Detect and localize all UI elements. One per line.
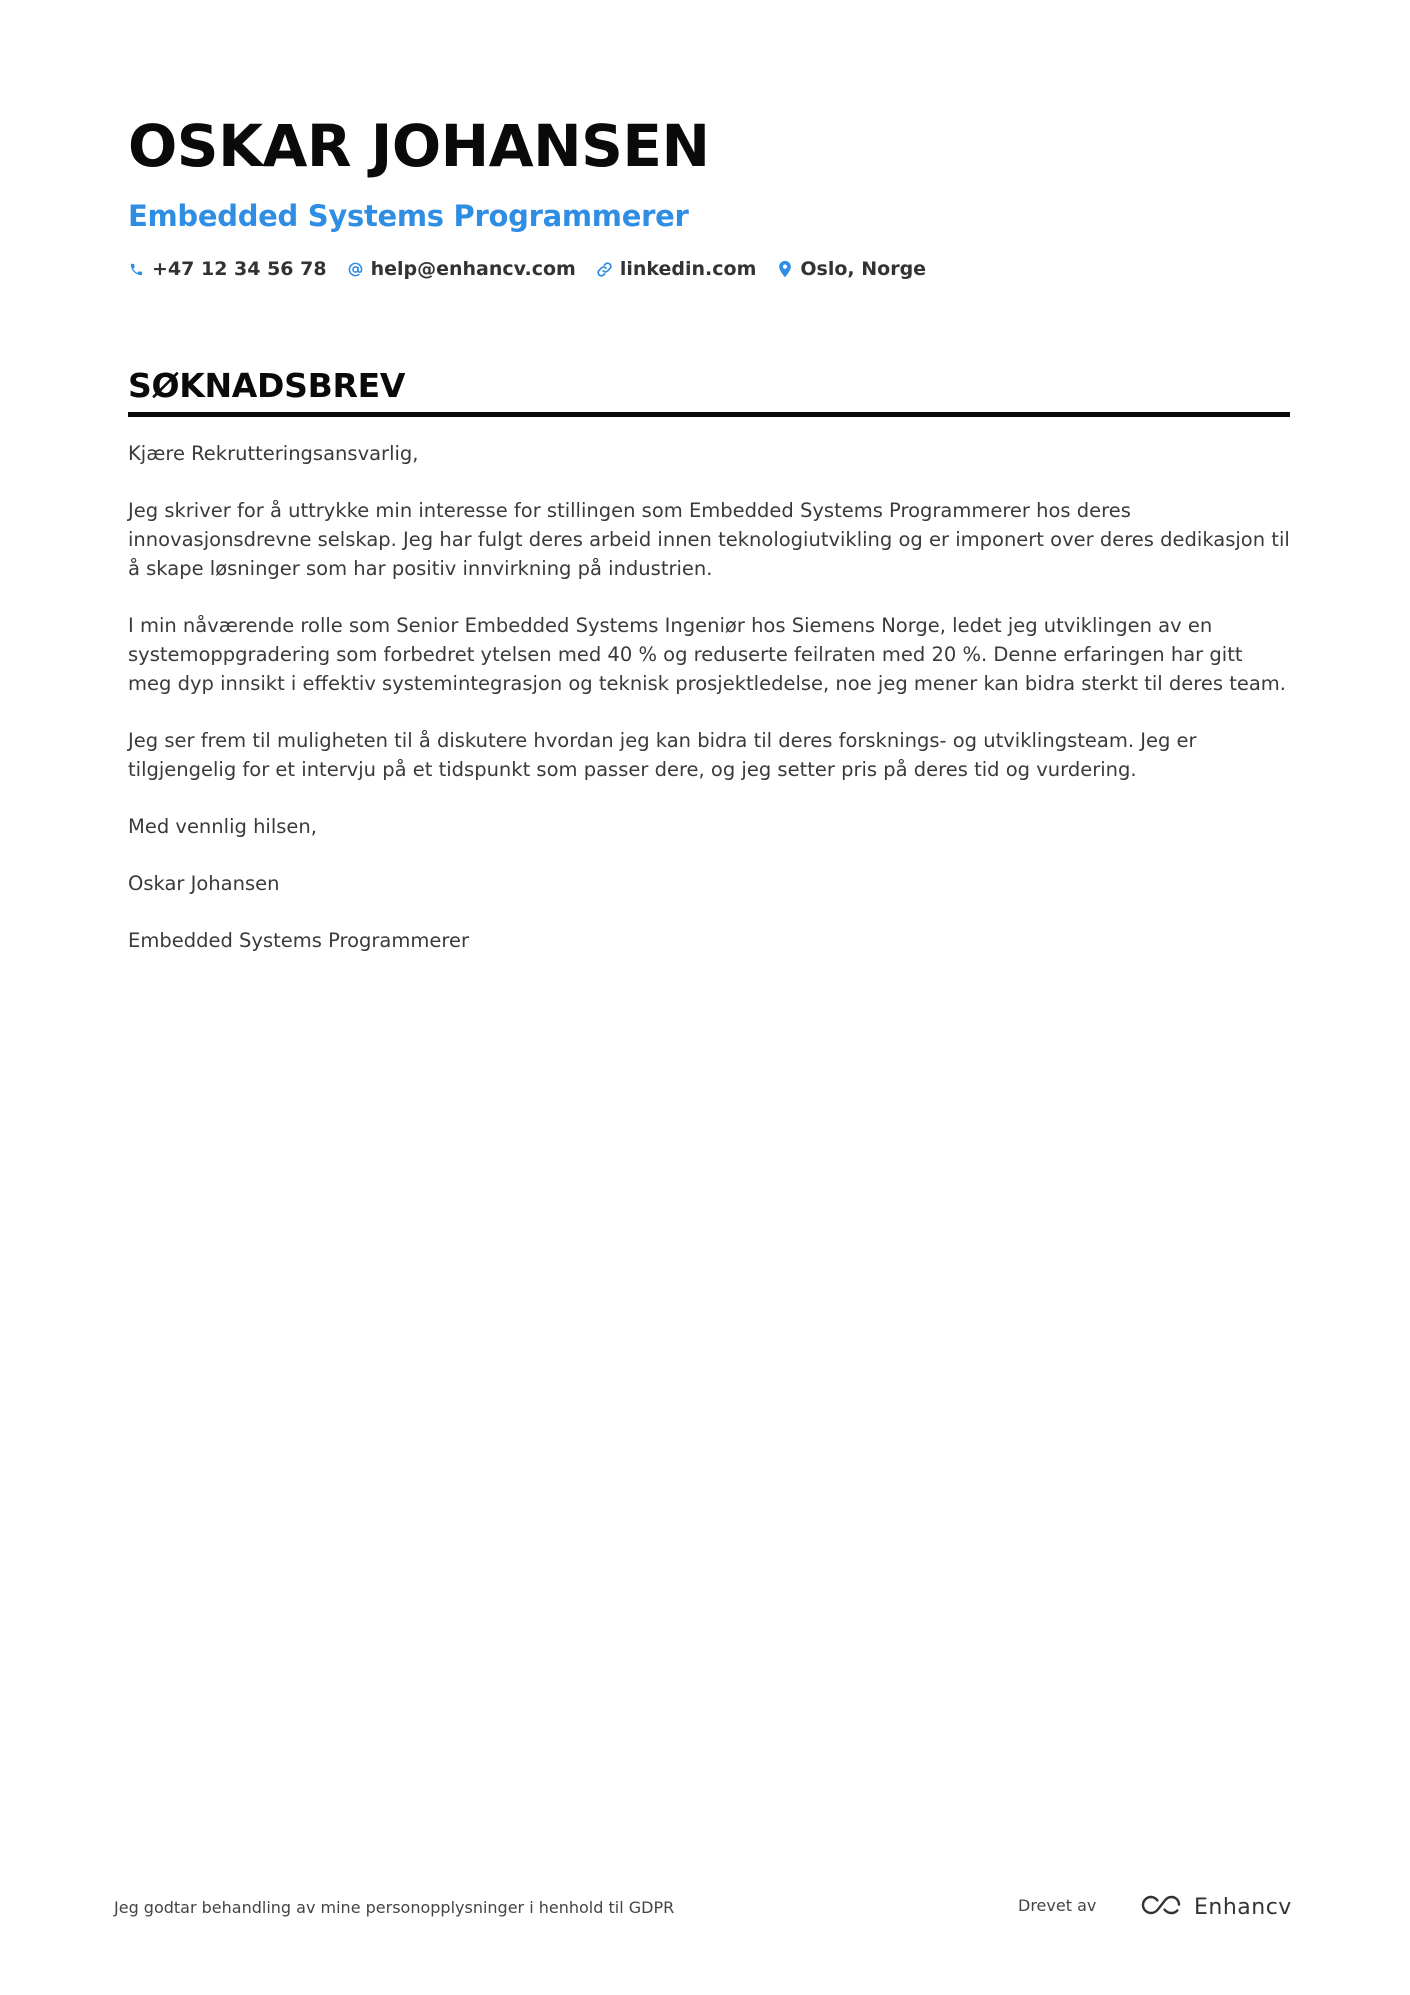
phone-icon bbox=[128, 259, 145, 279]
link-icon bbox=[596, 259, 613, 279]
powered-by-label: Drevet av bbox=[1018, 1896, 1097, 1915]
letter-body bbox=[128, 439, 1290, 955]
contact-email[interactable] bbox=[347, 258, 576, 280]
enhancv-brand-text: Enhancv bbox=[1194, 1894, 1292, 1920]
gdpr-consent-text: Jeg godtar behandling av mine personopplysninger i henhold til GDPR bbox=[114, 1898, 675, 1917]
contact-location bbox=[776, 258, 926, 280]
enhancv-logo[interactable] bbox=[1138, 1890, 1292, 1924]
letter-closing: Med vennlig hilsen, bbox=[128, 815, 317, 838]
enhancv-logo-icon bbox=[1138, 1892, 1184, 1923]
location-text: Oslo, Norge bbox=[800, 258, 927, 280]
contact-phone[interactable] bbox=[128, 258, 327, 280]
header bbox=[128, 108, 1290, 280]
footer bbox=[114, 1890, 1292, 1930]
email-address: help@enhancv.com bbox=[370, 258, 576, 280]
cover-letter-section bbox=[128, 364, 1290, 983]
map-pin-icon bbox=[776, 259, 793, 279]
at-icon bbox=[347, 259, 364, 279]
signature-name: Oskar Johansen bbox=[128, 872, 280, 895]
letter-paragraph: Jeg skriver for å uttrykke min interesse for stillingen som Embedded Systems Programmerer hos deres innovasjonsdrevne selskap. Jeg har fulgt deres arbeid innen teknologiutvikling og er imponert over deres dedikasjon til å skape løsninger som har positiv innvirkning på industrien. bbox=[128, 499, 1290, 580]
letter-paragraph: Jeg ser frem til muligheten til å diskutere hvordan jeg kan bidra til deres forsknings- og utviklingsteam. Jeg er tilgjengelig for et intervju på et tidspunkt som passer dere, og jeg setter pris på deres tid og vurdering. bbox=[128, 729, 1197, 781]
contact-bar bbox=[128, 258, 1290, 280]
letter-paragraph: I min nåværende rolle som Senior Embedded Systems Ingeniør hos Siemens Norge, ledet jeg utviklingen av en systemoppgradering som forbedret ytelsen med 40 % og reduserte feilraten med 20 %. Denne erfaringen har gitt meg dyp innsikt i effektiv systemintegrasjon og teknisk prosjektledelse, noe jeg mener kan bidra sterkt til deres team. bbox=[128, 614, 1286, 695]
letter-greeting: Kjære Rekrutteringsansvarlig, bbox=[128, 442, 419, 465]
contact-linkedin[interactable] bbox=[596, 258, 757, 280]
section-title: SØKNADSBREV bbox=[128, 364, 1290, 417]
signature-title: Embedded Systems Programmerer bbox=[128, 929, 469, 952]
applicant-name: OSKAR JOHANSEN bbox=[128, 112, 710, 180]
linkedin-url: linkedin.com bbox=[619, 258, 757, 280]
job-title: Embedded Systems Programmerer bbox=[128, 199, 689, 233]
phone-number: +47 12 34 56 78 bbox=[152, 258, 327, 280]
